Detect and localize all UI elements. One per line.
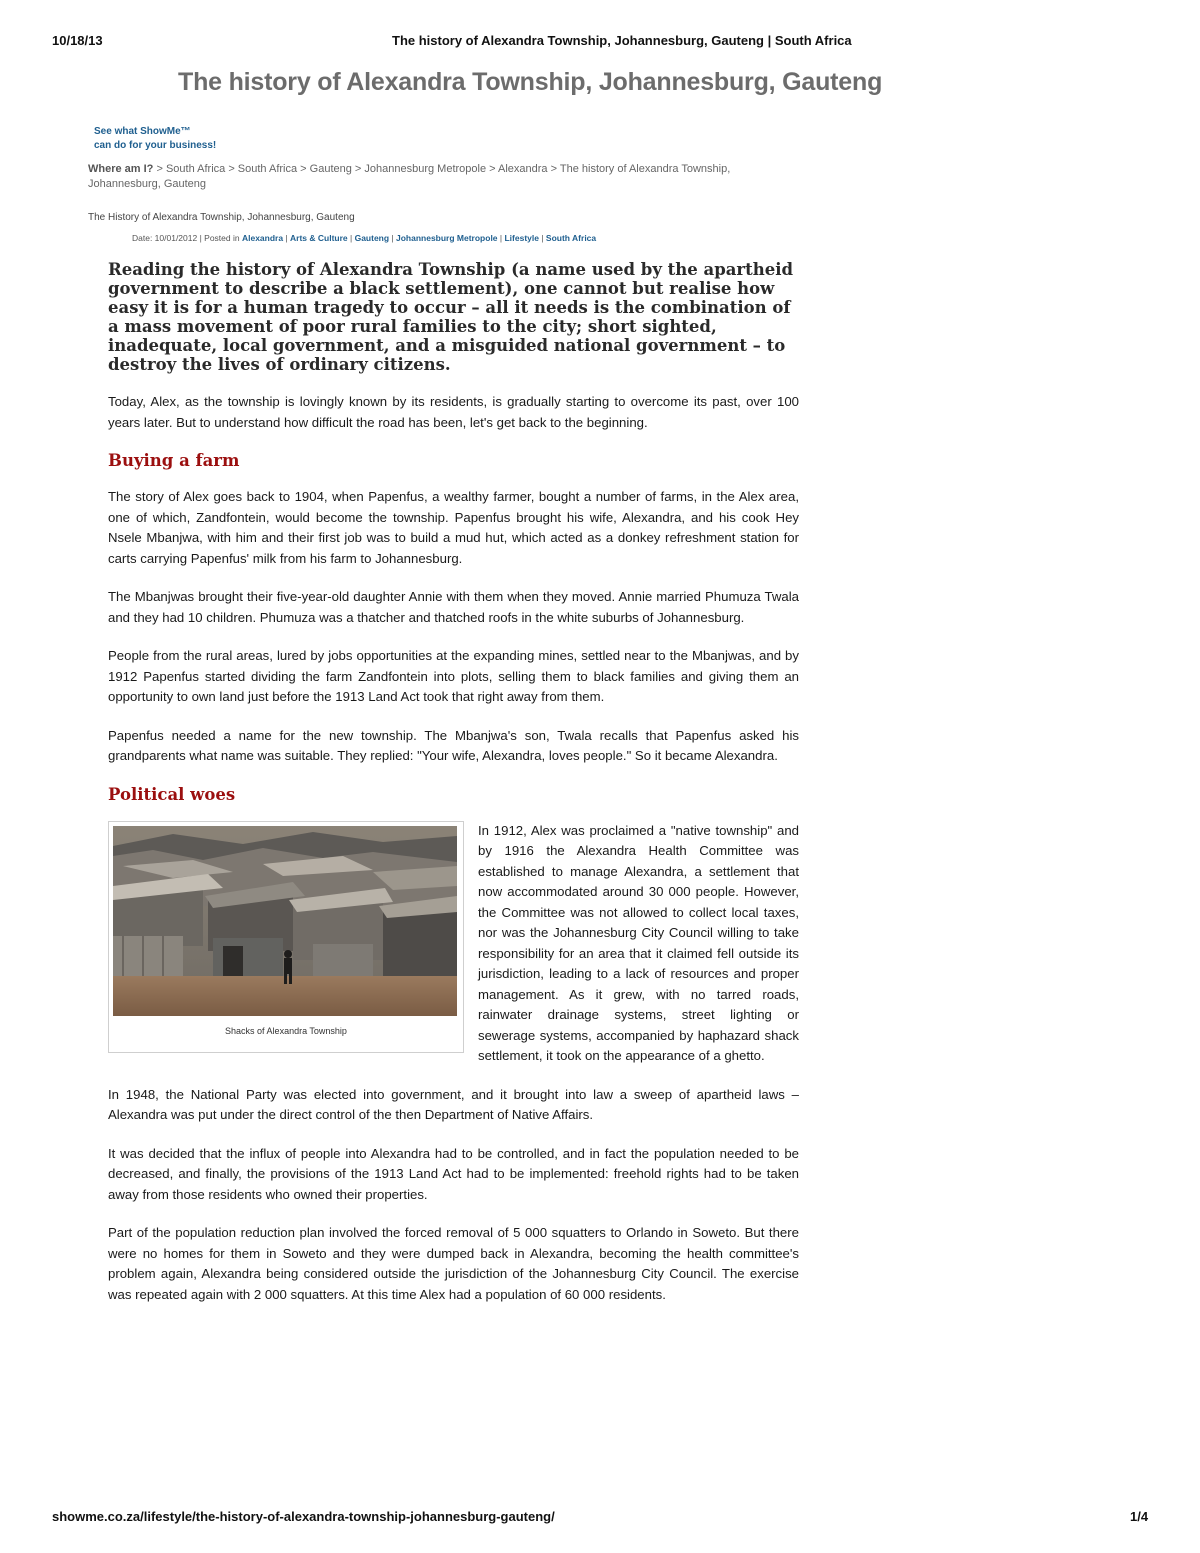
post-meta [132, 233, 596, 243]
meta-separator: | [538, 233, 546, 243]
township-photo [113, 826, 457, 1016]
category-link[interactable]: South Africa [545, 233, 597, 243]
article-intro: Today, Alex, as the township is lovingly known by its residents, is gradually starting to overcome its past, over 100 years later. But to understand how difficult the road has been, let's get back to the beginning. [108, 394, 799, 430]
paragraph: Part of the population reduction plan involved the forced removal of 5 000 squatters to Orlando in Soweto. But there were no homes for them in Soweto and they were dumped back in Alexandra, becoming the health committee's problem again, Alexandra being considered outside the jurisdiction of the Johannesburg City Council. The exercise was repeated again with 2 000 squatters. At this time Alex had a population of 60 000 residents. [108, 1225, 799, 1302]
breadcrumb [88, 162, 788, 192]
category-link[interactable]: Lifestyle [504, 233, 539, 243]
paragraph: People from the rural areas, lured by jobs opportunities at the expanding mines, settled near to the Mbanjwas, and by 1912 Papenfus started dividing the farm Zandfontein into plots, selling them to black families and giving them an opportunity to own land just before the 1913 Land Act took that right away from them. [108, 648, 799, 704]
category-link[interactable]: Johannesburg Metropole [396, 233, 498, 243]
meta-separator: | [283, 233, 291, 243]
figure-caption: Shacks of Alexandra Township [225, 1025, 347, 1036]
print-header-title: The history of Alexandra Township, Johannesburg, Gauteng | South Africa [392, 33, 852, 48]
category-link[interactable]: Gauteng [354, 233, 390, 243]
print-footer-url: showme.co.za/lifestyle/the-history-of-alexandra-township-johannesburg-gauteng/ [52, 1509, 555, 1524]
promo-line-1: See what ShowMe™ [94, 126, 191, 137]
breadcrumb-lead: Where am I? [88, 163, 154, 175]
paragraph: It was decided that the influx of people into Alexandra had to be controlled, and in fact the population needed to be decreased, and finally, the provisions of the 1913 Land Act had to be implemented: freehold rights had to be taken away from those residents who owned their properties. [108, 1145, 799, 1202]
article-crumb-title: The History of Alexandra Township, Johannesburg, Gauteng [88, 212, 355, 223]
paragraph: Papenfus needed a name for the new township. The Mbanjwa's son, Twala recalls that Papenfus asked his grandparents what name was suitable. They replied: "Your wife, Alexandra, loves people." So it became Alexandra. [108, 727, 799, 763]
paragraph: The story of Alex goes back to 1904, when Papenfus, a wealthy farmer, bought a number of farms, in the Alex area, one of which, Zandfontein, would become the township. Papenfus brought his wife, Alexandra, and his cook Hey Nsele Mbanjwa, with him and their first job was to build a mud hut, which acted as a donkey refreshment station for carts carrying Papenfus' milk from his farm to Johannesburg. [108, 489, 799, 566]
print-date: 10/18/13 [52, 33, 103, 48]
category-link[interactable]: Arts & Culture [290, 233, 348, 243]
paragraph: The Mbanjwas brought their five-year-old daughter Annie with them when they moved. Annie married Phumuza Twala and they had 10 children. Phumuza was a thatcher and thatched roofs in the white suburbs of Johannesburg. [108, 589, 799, 625]
paragraph-wrapping-figure: In 1912, Alex was proclaimed a "native township" and by 1916 the Alexandra Health Committee was established to manage Alexandra, a settlement that now accommodated around 30 000 people. However, the Committee was not allowed to collect local taxes, nor was the Johannesburg City Council willing to take responsibility for an area that it claimed fell outside its jurisdiction, leading to a lack of resources and proper management. As it grew, with no tarred roads, rainwater drainage systems, street lighting or sewerage systems, accompanied by haphazard shack settlement, it took on the appearance of a ghetto. [478, 822, 799, 1063]
page-title: The history of Alexandra Township, Johannesburg, Gauteng [178, 68, 883, 96]
article-lead: Reading the history of Alexandra Township (a name used by the apartheid government to describe a black settlement), one cannot but realise how easy it is for a human tragedy to occur – all it needs is the combination of a mass movement of poor rural families to the city; short sighted, inadequate, local government, and a misguided national government – to destroy the lives of ordinary citizens. [108, 260, 794, 374]
article-body [108, 260, 799, 1323]
promo-line-2: can do for your business! [94, 140, 217, 151]
article-figure [108, 821, 464, 1053]
meta-separator: | [497, 233, 505, 243]
paragraph: In 1948, the National Party was elected into government, and it brought into law a sweep of apartheid laws – Alexandra was put under the direct control of the then Department of Native Affairs. [108, 1086, 799, 1122]
section-heading-political-woes: Political woes [108, 784, 236, 804]
post-date: Date: 10/01/2012 | Posted in [132, 233, 240, 243]
breadcrumb-path[interactable]: > South Africa > South Africa > Gauteng > Johannesburg Metropole > Alexandra > The history of Alexandra Township, Johannesburg, Gauteng [88, 163, 731, 190]
print-page-number: 1/4 [1130, 1509, 1149, 1524]
meta-separator: | [389, 233, 396, 243]
promo-link[interactable] [94, 125, 216, 153]
meta-separator: | [347, 233, 355, 243]
section-heading-buying-a-farm: Buying a farm [108, 451, 240, 470]
category-link[interactable]: Alexandra [241, 233, 284, 243]
